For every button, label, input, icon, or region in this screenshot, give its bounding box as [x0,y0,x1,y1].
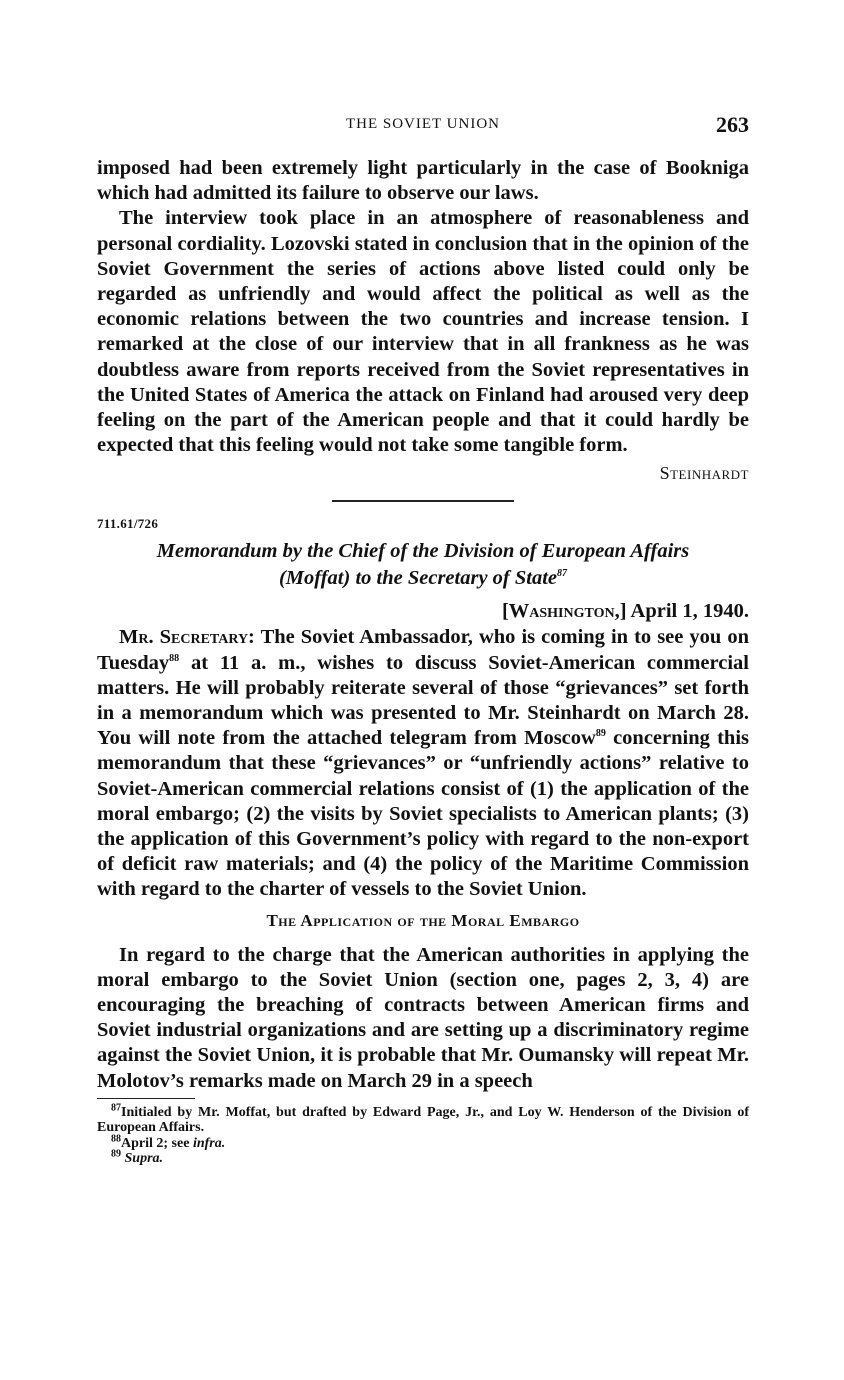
section-heading: The Application of the Moral Embargo [266,910,580,930]
footnote-ref-87: 87 [557,568,568,580]
page-number: 263 [716,112,749,137]
dateline [97,600,749,623]
footnote-italic: infra. [192,1135,226,1151]
memo-text-a: The Soviet Ambassador, who is coming in to see you on Tuesday [97,626,749,674]
footnote-mark: 89 [111,1148,121,1160]
footnote-text: Initialed by Mr. Moffat, but drafted by Edward Page, Jr., and Loy W. Henderson of the Division of European Affairs. [97,1104,749,1136]
paragraph-continuation: imposed had been extremely light particularly in the case of Bookniga which had admitted its failure to observe our laws. [97,157,749,205]
footnote-ref-88: 88 [169,652,180,664]
footnote-mark: 87 [111,1102,121,1114]
paragraph-moral-embargo: In regard to the charge that the American authorities in applying the moral embargo to the Soviet Union (section one, pages 2, 3, 4) are encouraging the breaching of contracts between American firms and Soviet industrial organizations and are setting up a discriminatory regime against the Soviet Union, it is probable that Mr. Oumansky will repeat Mr. Molotov’s remarks made on March 29 in a speech [97,943,749,1092]
title-line-2: (Moffat) to the Secretary of State [278,567,558,590]
document-title [97,538,749,592]
paragraph-memo-intro [97,625,749,902]
memo-text-b: at 11 a. m., wishes to discuss Soviet-American commercial matters. He will probably reiterate several of those “grievances” set forth in a memorandum which was presented to Mr. Steinhardt on March 28. You will note from the attached telegram from Moscow [97,651,749,750]
footnote-89 [97,1148,749,1167]
section-divider [332,500,514,502]
dateline-date: April 1, 1940. [630,600,749,623]
footnotes [97,1102,749,1167]
salutation: Mr. Secretary: [119,626,255,649]
memo-text-c: concerning this memorandum that these “grievances” or “unfriendly actions” relative to Soviet-American commercial relations consist of (1) the application of the moral embargo; (2) the visits by Soviet specialists to American plants; (3) the application of this Government’s policy with regard to the non-export of deficit raw materials; and (4) the policy of the Maritime Commission with regard to the charter of vessels to the Soviet Union. [97,727,750,901]
footnote-italic: Supra. [124,1151,164,1167]
footnote-text: April 2; see [121,1135,190,1151]
file-number: 711.61/726 [97,516,159,532]
paragraph-interview: The interview took place in an atmosphere of reasonableness and personal cordiality. Lozovski stated in conclusion that in the opinion of the Soviet Government the series of actions above listed could only be regarded as unfriendly and would affect the political as well as the economic relations between the two countries and increase tension. I remarked at the close of our interview that in all frankness as he was doubtless aware from reports received from the Soviet representatives in the United States of America the attack on Finland had aroused very deep feeling on the part of the American people and that it could hardly be expected that this feeling would not take some tangible form. [97,207,749,457]
page-body [97,156,749,1167]
footnote-87 [97,1102,749,1136]
title-line-1: Memorandum by the Chief of the Division of European Affairs [156,540,690,563]
dateline-place: [Washington,] [501,600,627,623]
page-header [97,112,749,142]
footnote-ref-89: 89 [595,728,606,740]
signature: Steinhardt [659,463,749,484]
footnote-mark: 88 [111,1133,121,1145]
footnote-rule [97,1098,195,1099]
footnote-88 [97,1133,749,1152]
running-title: THE SOVIET UNION [345,116,501,132]
